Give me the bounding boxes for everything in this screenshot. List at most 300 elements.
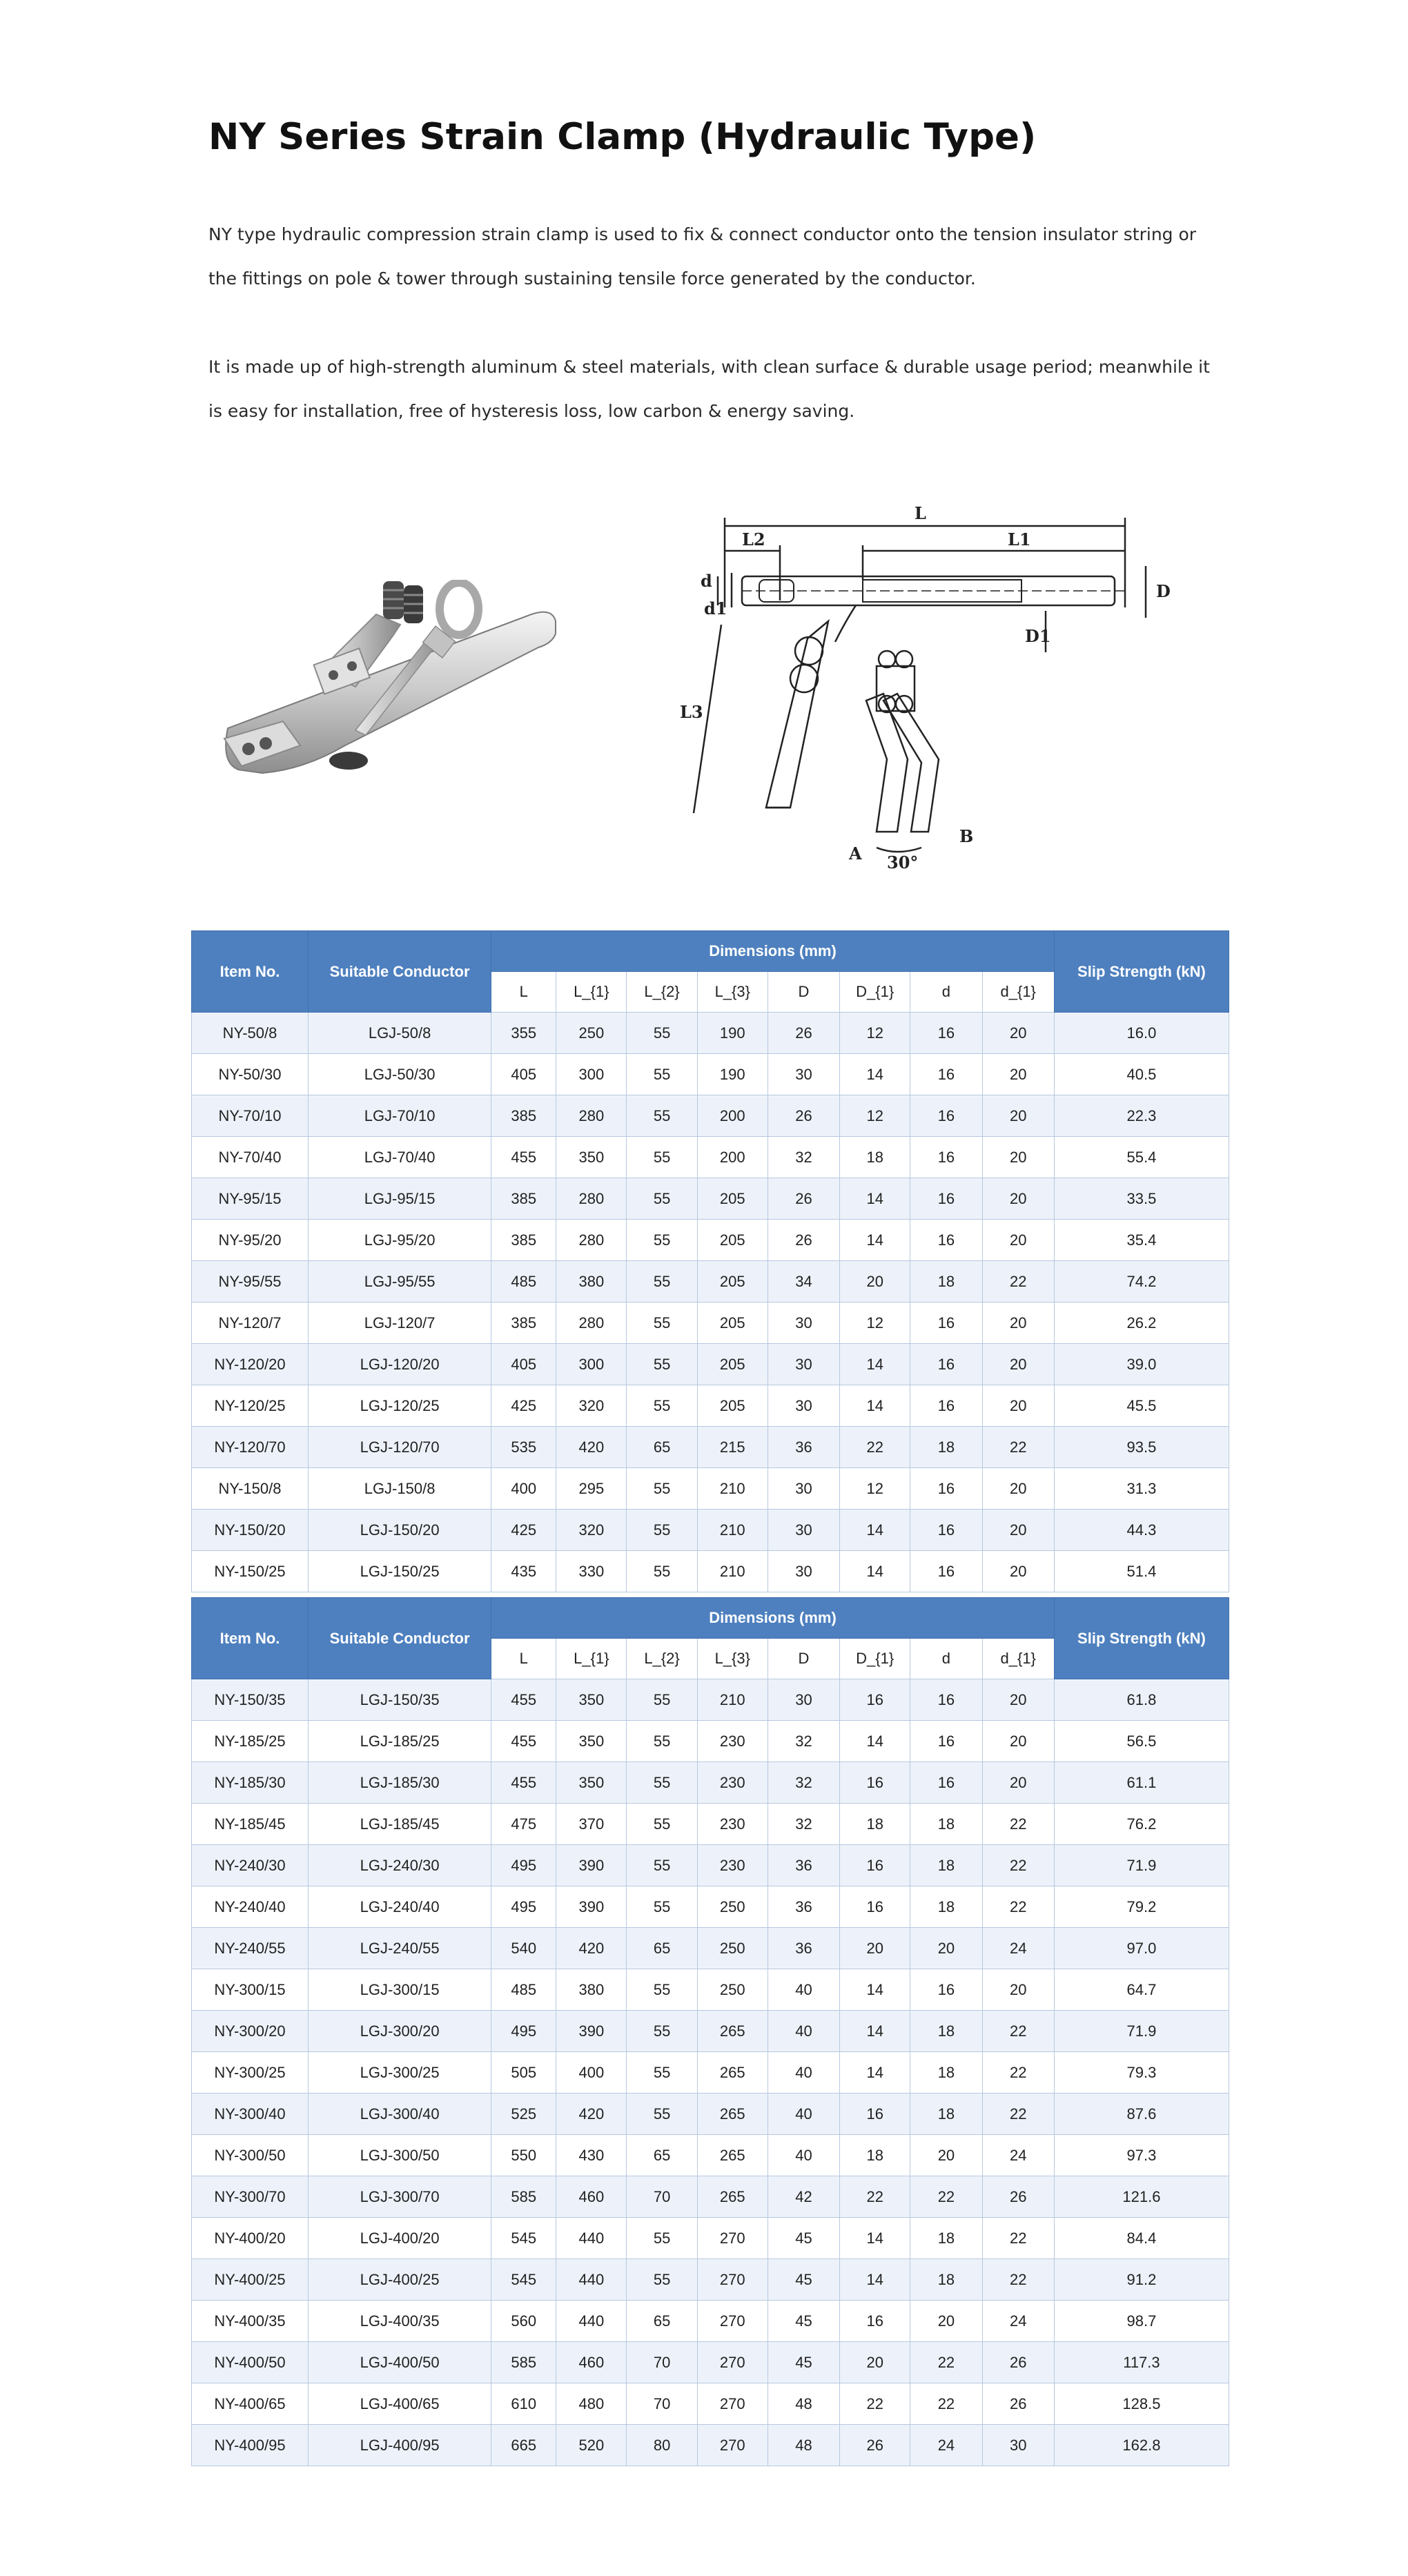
table-row — [192, 1468, 1229, 1510]
cell-D: 45 — [767, 2259, 839, 2301]
dimension-drawing — [649, 483, 1187, 884]
cell-d1: 22 — [982, 2011, 1054, 2052]
cell-D1: 14 — [840, 1220, 910, 1261]
cell-conductor: LGJ-185/45 — [309, 1804, 491, 1845]
table-row — [192, 1302, 1229, 1344]
cell-L2: 55 — [627, 2259, 697, 2301]
cell-item-no: NY-400/95 — [192, 2425, 309, 2466]
header-conductor: Suitable Conductor — [309, 1598, 491, 1679]
cell-item-no: NY-50/8 — [192, 1013, 309, 1054]
table-row — [192, 1344, 1229, 1385]
cell-L3: 200 — [697, 1095, 767, 1137]
cell-L3: 205 — [697, 1220, 767, 1261]
cell-d1: 22 — [982, 1845, 1054, 1886]
cell-D1: 18 — [840, 1137, 910, 1178]
cell-L: 505 — [491, 2052, 556, 2094]
cell-d1: 24 — [982, 2135, 1054, 2176]
cell-slip-strength: 26.2 — [1054, 1302, 1229, 1344]
cell-D1: 14 — [840, 2052, 910, 2094]
cell-conductor: LGJ-185/25 — [309, 1721, 491, 1762]
cell-L2: 55 — [627, 1344, 697, 1385]
header-dim-L: L — [491, 972, 556, 1013]
cell-d1: 20 — [982, 1344, 1054, 1385]
cell-d1: 22 — [982, 1261, 1054, 1302]
cell-D1: 14 — [840, 1054, 910, 1095]
spec-table-part-2 — [191, 1597, 1229, 2466]
product-photo — [207, 580, 642, 814]
table-row — [192, 1220, 1229, 1261]
cell-L2: 55 — [627, 1178, 697, 1220]
cell-L: 385 — [491, 1220, 556, 1261]
cell-L: 540 — [491, 1928, 556, 1969]
cell-L: 425 — [491, 1385, 556, 1427]
cell-L2: 55 — [627, 1969, 697, 2011]
label-d: d — [701, 571, 712, 591]
cell-item-no: NY-300/70 — [192, 2176, 309, 2218]
header-dim-D1: D_{1} — [840, 1639, 910, 1679]
cell-item-no: NY-400/50 — [192, 2342, 309, 2383]
cell-D1: 16 — [840, 1886, 910, 1928]
cell-d: 16 — [910, 1679, 982, 1721]
cell-slip-strength: 71.9 — [1054, 2011, 1229, 2052]
cell-conductor: LGJ-185/30 — [309, 1762, 491, 1804]
cell-L3: 230 — [697, 1721, 767, 1762]
cell-d: 16 — [910, 1762, 982, 1804]
cell-D1: 16 — [840, 1845, 910, 1886]
jumper-A — [766, 621, 828, 808]
cell-slip-strength: 74.2 — [1054, 1261, 1229, 1302]
cell-item-no: NY-300/15 — [192, 1969, 309, 2011]
cell-d: 18 — [910, 2052, 982, 2094]
cell-L1: 300 — [556, 1344, 627, 1385]
cell-L1: 295 — [556, 1468, 627, 1510]
cell-L: 475 — [491, 1804, 556, 1845]
cell-d: 18 — [910, 1427, 982, 1468]
cell-L: 560 — [491, 2301, 556, 2342]
cell-L3: 210 — [697, 1468, 767, 1510]
cell-L: 585 — [491, 2342, 556, 2383]
cell-conductor: LGJ-150/25 — [309, 1551, 491, 1592]
label-D1: D1 — [1025, 626, 1051, 646]
cell-D: 30 — [767, 1551, 839, 1592]
cell-slip-strength: 117.3 — [1054, 2342, 1229, 2383]
cell-L1: 350 — [556, 1679, 627, 1721]
angle-arc — [877, 848, 921, 852]
header-dim-L2: L_{2} — [627, 972, 697, 1013]
cell-L3: 215 — [697, 1427, 767, 1468]
cell-L3: 270 — [697, 2425, 767, 2466]
cell-conductor: LGJ-300/40 — [309, 2094, 491, 2135]
header-item-no: Item No. — [192, 1598, 309, 1679]
cell-L1: 420 — [556, 1928, 627, 1969]
header-dim-L3: L_{3} — [697, 972, 767, 1013]
cell-conductor: LGJ-300/50 — [309, 2135, 491, 2176]
cell-d1: 26 — [982, 2342, 1054, 2383]
table-row — [192, 2011, 1229, 2052]
cell-L2: 55 — [627, 1095, 697, 1137]
cell-conductor: LGJ-240/55 — [309, 1928, 491, 1969]
cell-L2: 65 — [627, 2301, 697, 2342]
header-dim-d1: d_{1} — [982, 972, 1054, 1013]
cell-item-no: NY-150/35 — [192, 1679, 309, 1721]
table-row — [192, 1886, 1229, 1928]
cell-d: 16 — [910, 1178, 982, 1220]
cell-L1: 380 — [556, 1969, 627, 2011]
cell-d: 18 — [910, 1261, 982, 1302]
table-row — [192, 1551, 1229, 1592]
cell-item-no: NY-95/55 — [192, 1261, 309, 1302]
cell-conductor: LGJ-50/8 — [309, 1013, 491, 1054]
cell-D: 40 — [767, 2094, 839, 2135]
cell-L1: 390 — [556, 2011, 627, 2052]
cell-L: 665 — [491, 2425, 556, 2466]
table-row — [192, 1013, 1229, 1054]
cell-L2: 55 — [627, 1013, 697, 1054]
table-row — [192, 1845, 1229, 1886]
cell-L2: 55 — [627, 1054, 697, 1095]
cell-L1: 440 — [556, 2301, 627, 2342]
cell-d: 16 — [910, 1468, 982, 1510]
cell-L: 495 — [491, 1886, 556, 1928]
cell-L1: 400 — [556, 2052, 627, 2094]
jumper-B — [866, 694, 908, 832]
cell-L2: 70 — [627, 2342, 697, 2383]
cell-d1: 30 — [982, 2425, 1054, 2466]
cell-slip-strength: 51.4 — [1054, 1551, 1229, 1592]
cell-d1: 22 — [982, 2218, 1054, 2259]
header-dim-L: L — [491, 1639, 556, 1679]
cell-item-no: NY-95/20 — [192, 1220, 309, 1261]
cell-L: 495 — [491, 1845, 556, 1886]
cell-conductor: LGJ-120/7 — [309, 1302, 491, 1344]
cell-item-no: NY-95/15 — [192, 1178, 309, 1220]
cell-L2: 55 — [627, 2052, 697, 2094]
cell-D: 26 — [767, 1220, 839, 1261]
cell-slip-strength: 121.6 — [1054, 2176, 1229, 2218]
cell-item-no: NY-120/7 — [192, 1302, 309, 1344]
cell-d1: 20 — [982, 1137, 1054, 1178]
cell-slip-strength: 16.0 — [1054, 1013, 1229, 1054]
cell-conductor: LGJ-400/95 — [309, 2425, 491, 2466]
cell-d: 16 — [910, 1385, 982, 1427]
cell-D1: 14 — [840, 1178, 910, 1220]
cell-L1: 370 — [556, 1804, 627, 1845]
label-L3: L3 — [680, 702, 703, 722]
cell-L1: 350 — [556, 1762, 627, 1804]
cell-conductor: LGJ-240/30 — [309, 1845, 491, 1886]
cell-L1: 330 — [556, 1551, 627, 1592]
materials-paragraph: It is made up of high-strength aluminum & steel materials, with clean surface & durable usage period; meanwhile it is easy for installation, free of hysteresis loss, low carbon & energy saving. — [208, 357, 1210, 421]
cell-L2: 55 — [627, 1261, 697, 1302]
cell-D1: 14 — [840, 1721, 910, 1762]
cell-slip-strength: 31.3 — [1054, 1468, 1229, 1510]
cell-D: 26 — [767, 1095, 839, 1137]
cell-item-no: NY-400/20 — [192, 2218, 309, 2259]
cell-D1: 14 — [840, 2259, 910, 2301]
cell-item-no: NY-150/25 — [192, 1551, 309, 1592]
cell-conductor: LGJ-150/35 — [309, 1679, 491, 1721]
table-row — [192, 1679, 1229, 1721]
cell-L3: 210 — [697, 1510, 767, 1551]
cell-L3: 250 — [697, 1969, 767, 2011]
cell-D1: 18 — [840, 2135, 910, 2176]
cell-L3: 210 — [697, 1679, 767, 1721]
cell-conductor: LGJ-120/20 — [309, 1344, 491, 1385]
cell-L1: 280 — [556, 1178, 627, 1220]
cell-D: 42 — [767, 2176, 839, 2218]
cell-L2: 55 — [627, 1721, 697, 1762]
cell-D1: 14 — [840, 1551, 910, 1592]
cell-D: 26 — [767, 1013, 839, 1054]
cell-D: 36 — [767, 1886, 839, 1928]
cell-L3: 250 — [697, 1928, 767, 1969]
header-dim-L1: L_{1} — [556, 972, 627, 1013]
cell-D1: 20 — [840, 2342, 910, 2383]
cell-D1: 12 — [840, 1302, 910, 1344]
cell-d1: 20 — [982, 1013, 1054, 1054]
cell-L1: 280 — [556, 1220, 627, 1261]
cell-conductor: LGJ-120/25 — [309, 1385, 491, 1427]
cell-item-no: NY-50/30 — [192, 1054, 309, 1095]
cell-L1: 350 — [556, 1137, 627, 1178]
cell-L3: 205 — [697, 1261, 767, 1302]
cell-L2: 65 — [627, 2135, 697, 2176]
cell-conductor: LGJ-300/25 — [309, 2052, 491, 2094]
cell-L: 455 — [491, 1721, 556, 1762]
table-row — [192, 1804, 1229, 1845]
tube-end-hole — [329, 752, 368, 770]
cell-D1: 14 — [840, 1344, 910, 1385]
table-row — [192, 1721, 1229, 1762]
cell-L3: 205 — [697, 1178, 767, 1220]
cell-L1: 520 — [556, 2425, 627, 2466]
table-row — [192, 2094, 1229, 2135]
header-slip-strength: Slip Strength (kN) — [1054, 1598, 1229, 1679]
cell-L: 455 — [491, 1137, 556, 1178]
cell-D1: 22 — [840, 1427, 910, 1468]
cell-conductor: LGJ-95/20 — [309, 1220, 491, 1261]
cell-d: 16 — [910, 1095, 982, 1137]
cell-D: 48 — [767, 2383, 839, 2425]
cell-conductor: LGJ-400/20 — [309, 2218, 491, 2259]
cell-L2: 55 — [627, 1385, 697, 1427]
table-row — [192, 2218, 1229, 2259]
cell-conductor: LGJ-400/35 — [309, 2301, 491, 2342]
cell-conductor: LGJ-300/70 — [309, 2176, 491, 2218]
cell-slip-strength: 79.3 — [1054, 2052, 1229, 2094]
cell-item-no: NY-300/25 — [192, 2052, 309, 2094]
cell-L2: 55 — [627, 2011, 697, 2052]
cell-D: 30 — [767, 1344, 839, 1385]
cell-slip-strength: 97.3 — [1054, 2135, 1229, 2176]
cell-L: 550 — [491, 2135, 556, 2176]
cell-L1: 440 — [556, 2259, 627, 2301]
cell-slip-strength: 39.0 — [1054, 1344, 1229, 1385]
cell-D: 40 — [767, 2011, 839, 2052]
cell-L1: 320 — [556, 1510, 627, 1551]
intro-paragraph: NY type hydraulic compression strain clamp is used to fix & connect conductor onto the tension insulator string or the fittings on pole & tower through sustaining tensile force generated by the conductor. — [208, 224, 1197, 289]
cell-conductor: LGJ-95/15 — [309, 1178, 491, 1220]
cell-L1: 460 — [556, 2342, 627, 2383]
cell-d1: 22 — [982, 2259, 1054, 2301]
label-L1: L1 — [1008, 529, 1031, 549]
cell-L2: 80 — [627, 2425, 697, 2466]
cell-d: 16 — [910, 1344, 982, 1385]
cell-L1: 480 — [556, 2383, 627, 2425]
cell-d: 22 — [910, 2383, 982, 2425]
cell-L3: 270 — [697, 2342, 767, 2383]
cell-D: 40 — [767, 2135, 839, 2176]
header-dim-L1: L_{1} — [556, 1639, 627, 1679]
cell-L2: 55 — [627, 1762, 697, 1804]
cell-D1: 12 — [840, 1468, 910, 1510]
cell-item-no: NY-240/40 — [192, 1886, 309, 1928]
label-d1: d1 — [704, 598, 727, 618]
grooved-caps — [383, 581, 423, 623]
cell-slip-strength: 33.5 — [1054, 1178, 1229, 1220]
cell-d1: 20 — [982, 1551, 1054, 1592]
cell-L2: 65 — [627, 1427, 697, 1468]
label-A: A — [849, 843, 862, 863]
cell-item-no: NY-300/50 — [192, 2135, 309, 2176]
cell-d1: 22 — [982, 1427, 1054, 1468]
cell-D: 48 — [767, 2425, 839, 2466]
cell-d: 18 — [910, 2259, 982, 2301]
cell-D1: 18 — [840, 1804, 910, 1845]
cell-d1: 20 — [982, 1762, 1054, 1804]
cell-conductor: LGJ-400/65 — [309, 2383, 491, 2425]
tongue-hole-1 — [242, 743, 255, 755]
cell-item-no: NY-185/30 — [192, 1762, 309, 1804]
header-conductor: Suitable Conductor — [309, 931, 491, 1013]
cell-L3: 265 — [697, 2011, 767, 2052]
cell-d1: 26 — [982, 2176, 1054, 2218]
table-row — [192, 2259, 1229, 2301]
cell-D: 34 — [767, 1261, 839, 1302]
table-row — [192, 2052, 1229, 2094]
cell-L1: 250 — [556, 1013, 627, 1054]
spec-table-part-1 — [191, 930, 1229, 1592]
cell-d1: 20 — [982, 1178, 1054, 1220]
cell-d: 16 — [910, 1551, 982, 1592]
cell-D1: 12 — [840, 1013, 910, 1054]
table-row — [192, 2342, 1229, 2383]
cell-d: 20 — [910, 2301, 982, 2342]
page-title: NY Series Strain Clamp (Hydraulic Type) — [208, 116, 1037, 158]
cell-D: 40 — [767, 1969, 839, 2011]
cell-item-no: NY-240/55 — [192, 1928, 309, 1969]
cell-L3: 200 — [697, 1137, 767, 1178]
cell-d: 24 — [910, 2425, 982, 2466]
table-row — [192, 2383, 1229, 2425]
cell-d1: 20 — [982, 1302, 1054, 1344]
cell-conductor: LGJ-300/15 — [309, 1969, 491, 2011]
eye-ring — [440, 583, 478, 635]
cell-L: 545 — [491, 2218, 556, 2259]
table-row — [192, 1928, 1229, 1969]
cell-d1: 20 — [982, 1220, 1054, 1261]
cell-slip-strength: 76.2 — [1054, 1804, 1229, 1845]
cell-d1: 26 — [982, 2383, 1054, 2425]
cell-item-no: NY-120/70 — [192, 1427, 309, 1468]
table-row — [192, 2135, 1229, 2176]
cell-slip-strength: 91.2 — [1054, 2259, 1229, 2301]
cell-d: 18 — [910, 2011, 982, 2052]
header-dim-d1: d_{1} — [982, 1639, 1054, 1679]
cell-L: 455 — [491, 1679, 556, 1721]
cell-L: 405 — [491, 1054, 556, 1095]
cell-D1: 14 — [840, 1385, 910, 1427]
cell-slip-strength: 35.4 — [1054, 1220, 1229, 1261]
cell-d1: 22 — [982, 1886, 1054, 1928]
cell-d1: 22 — [982, 2052, 1054, 2094]
cell-D: 32 — [767, 1762, 839, 1804]
cell-item-no: NY-185/45 — [192, 1804, 309, 1845]
cell-L: 425 — [491, 1510, 556, 1551]
cell-d1: 20 — [982, 1679, 1054, 1721]
cell-L1: 280 — [556, 1302, 627, 1344]
cell-slip-strength: 162.8 — [1054, 2425, 1229, 2466]
cell-d: 18 — [910, 1886, 982, 1928]
cell-slip-strength: 93.5 — [1054, 1427, 1229, 1468]
cell-L2: 55 — [627, 2218, 697, 2259]
cell-conductor: LGJ-50/30 — [309, 1054, 491, 1095]
header-dim-D: D — [767, 972, 839, 1013]
cell-D1: 14 — [840, 1969, 910, 2011]
cell-L1: 350 — [556, 1721, 627, 1762]
cell-item-no: NY-300/20 — [192, 2011, 309, 2052]
cell-d: 18 — [910, 1845, 982, 1886]
cell-d1: 24 — [982, 1928, 1054, 1969]
table-row — [192, 1969, 1229, 2011]
cell-L1: 440 — [556, 2218, 627, 2259]
cell-L3: 190 — [697, 1054, 767, 1095]
table-row — [192, 1095, 1229, 1137]
cell-item-no: NY-300/40 — [192, 2094, 309, 2135]
cell-d1: 20 — [982, 1054, 1054, 1095]
cell-D: 26 — [767, 1178, 839, 1220]
pad-hole-1 — [329, 670, 338, 680]
label-B: B — [959, 826, 974, 846]
cell-L2: 55 — [627, 1302, 697, 1344]
cell-L1: 430 — [556, 2135, 627, 2176]
cell-L: 535 — [491, 1427, 556, 1468]
cell-L3: 250 — [697, 1886, 767, 1928]
label-L2: L2 — [742, 529, 765, 549]
cell-L3: 230 — [697, 1762, 767, 1804]
cell-conductor: LGJ-70/40 — [309, 1137, 491, 1178]
cell-conductor: LGJ-240/40 — [309, 1886, 491, 1928]
cell-d1: 20 — [982, 1385, 1054, 1427]
cell-item-no: NY-120/20 — [192, 1344, 309, 1385]
cell-item-no: NY-400/65 — [192, 2383, 309, 2425]
cell-slip-strength: 97.0 — [1054, 1928, 1229, 1969]
cell-d1: 24 — [982, 2301, 1054, 2342]
cell-conductor: LGJ-400/25 — [309, 2259, 491, 2301]
cell-d: 18 — [910, 1804, 982, 1845]
cell-L3: 205 — [697, 1344, 767, 1385]
cell-L2: 55 — [627, 2094, 697, 2135]
tongue-hole-2 — [260, 737, 272, 750]
cell-d: 16 — [910, 1137, 982, 1178]
cell-L1: 460 — [556, 2176, 627, 2218]
cell-D1: 16 — [840, 1679, 910, 1721]
cell-L: 385 — [491, 1095, 556, 1137]
cell-d: 16 — [910, 1969, 982, 2011]
table-row — [192, 1054, 1229, 1095]
cell-conductor: LGJ-400/50 — [309, 2342, 491, 2383]
cell-L2: 70 — [627, 2383, 697, 2425]
